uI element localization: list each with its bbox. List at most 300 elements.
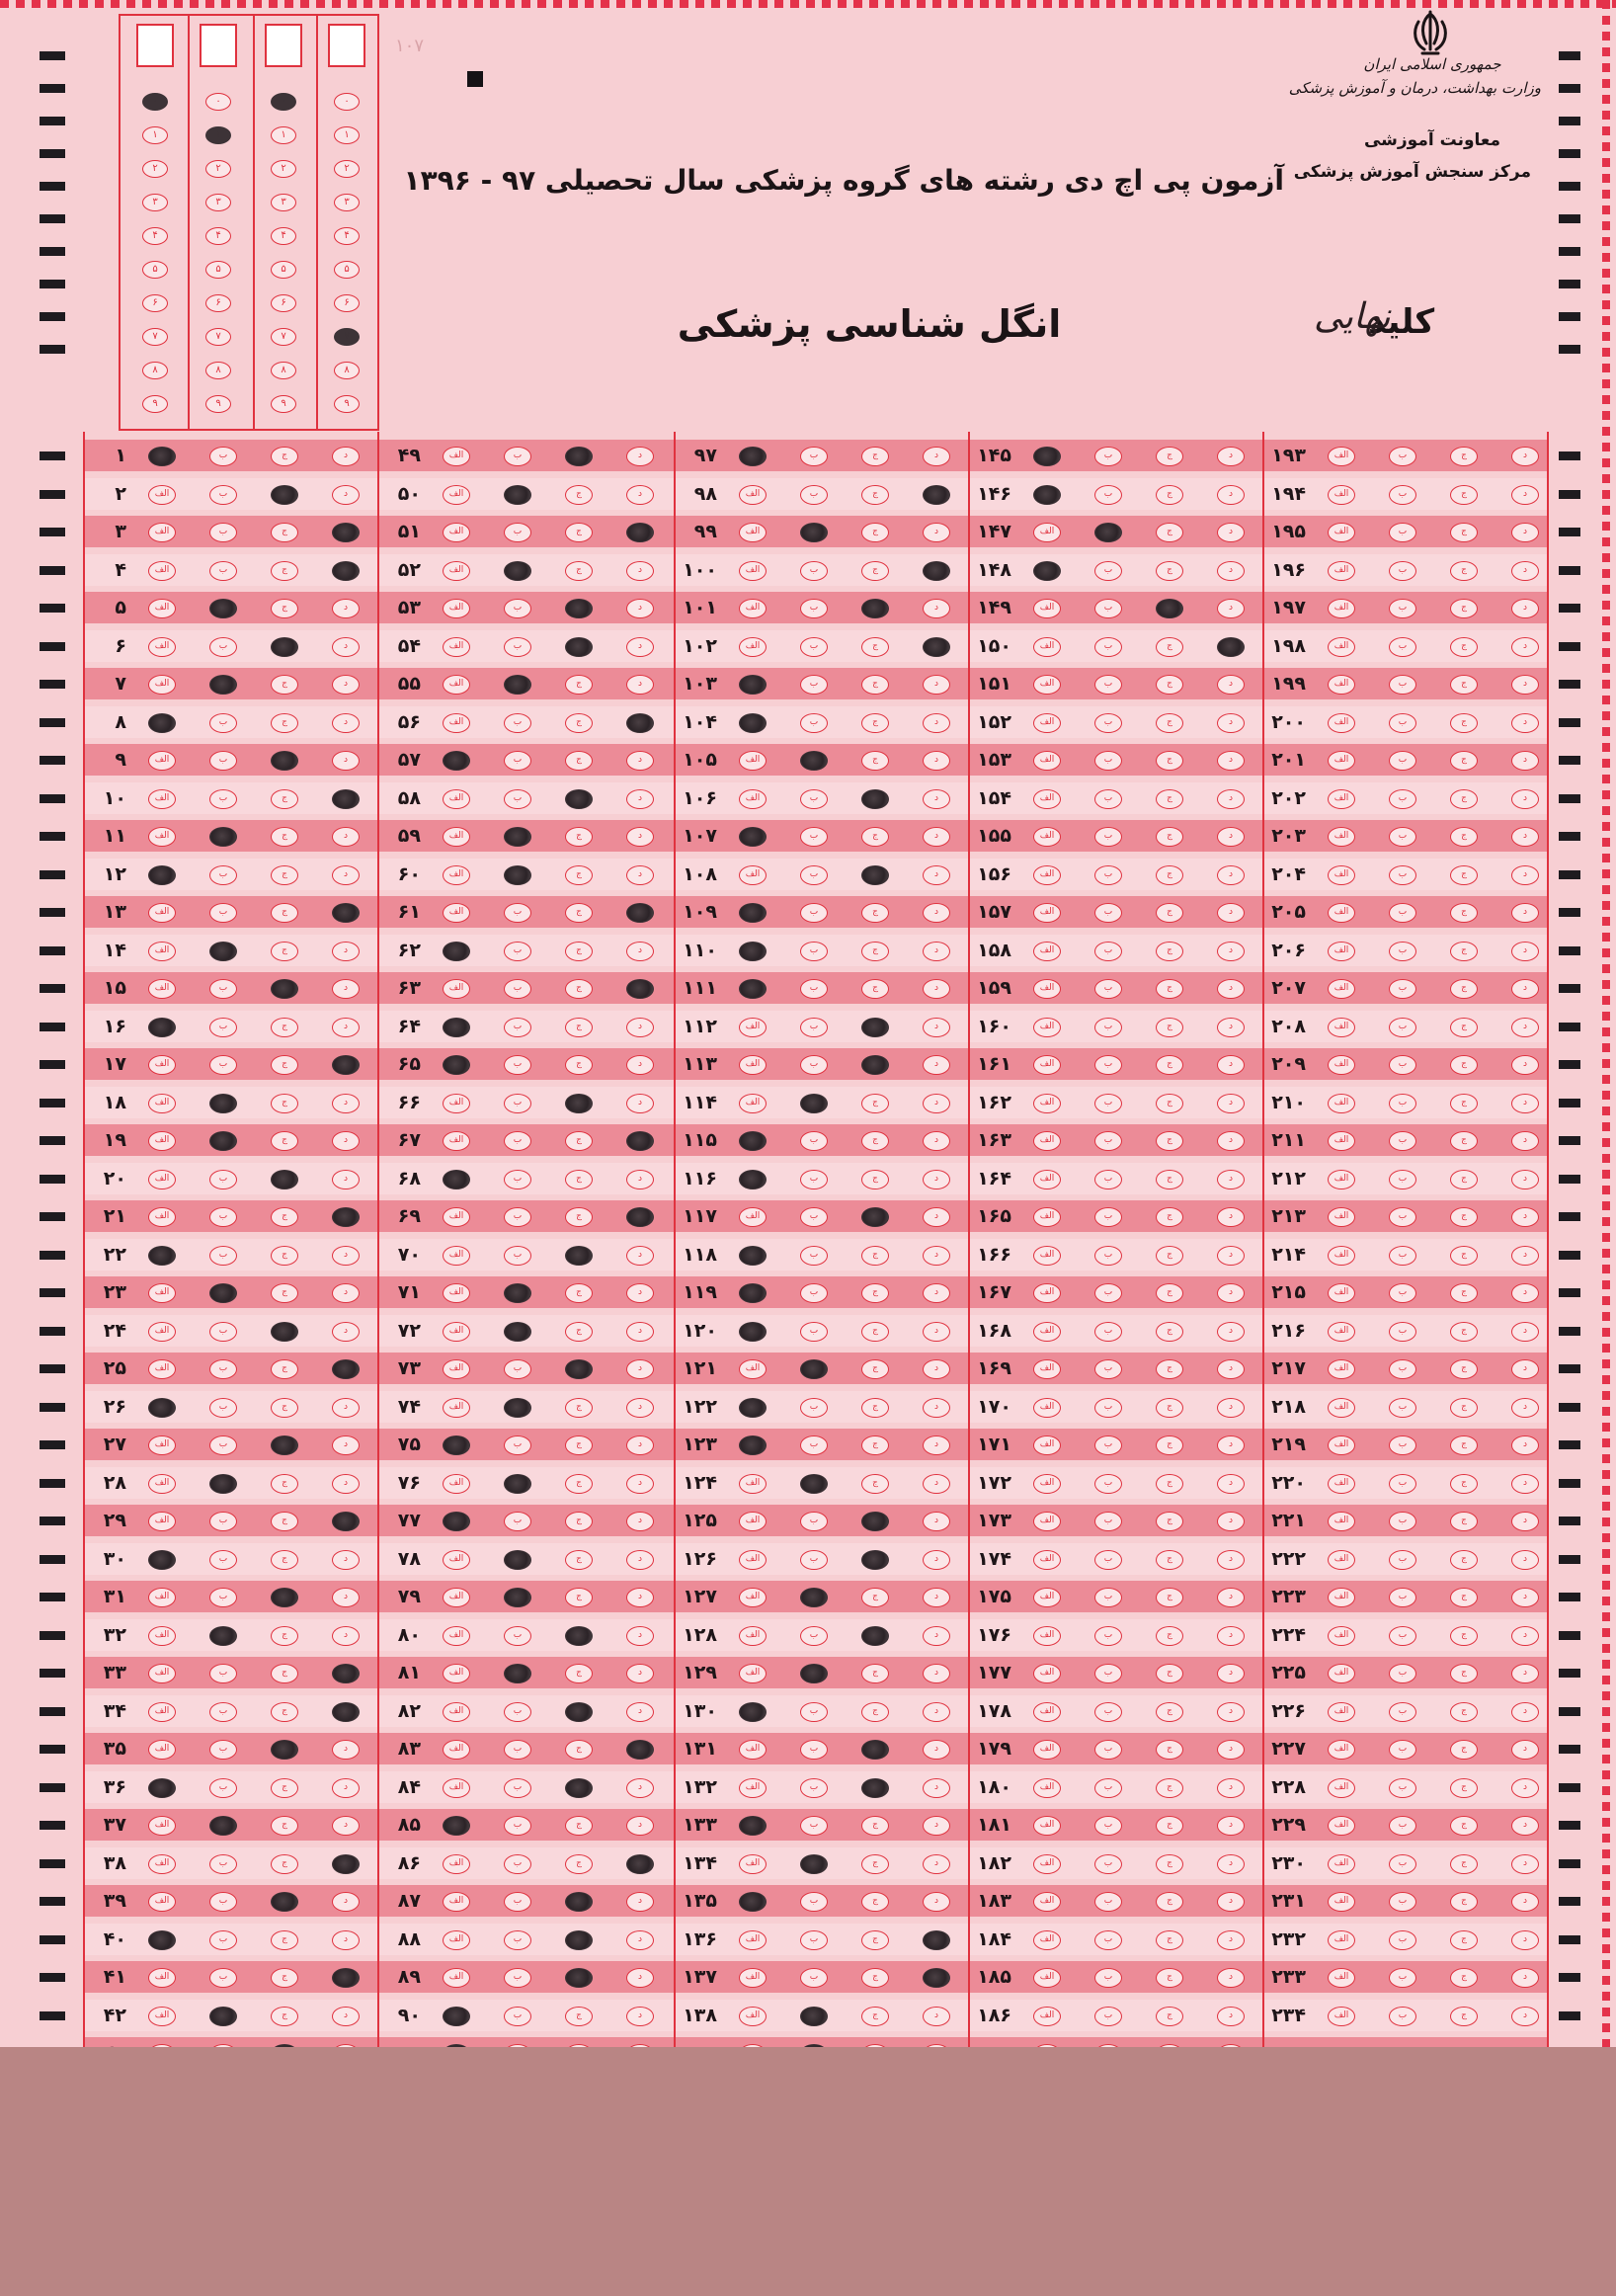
answer-bubble[interactable]: ب	[209, 1055, 237, 1075]
answer-bubble[interactable]: ج	[1156, 1207, 1183, 1227]
answer-bubble[interactable]	[739, 1322, 767, 1342]
answer-bubble[interactable]: ج	[271, 1207, 298, 1227]
answer-bubble[interactable]: ب	[1094, 1283, 1122, 1303]
answer-bubble[interactable]: د	[626, 1892, 654, 1912]
answer-bubble[interactable]: د	[1217, 789, 1245, 809]
answer-bubble[interactable]: ب	[504, 1055, 531, 1075]
answer-bubble[interactable]	[271, 637, 298, 657]
code-digit-bubble[interactable]: ۶	[205, 294, 231, 312]
answer-bubble[interactable]: ج	[1156, 1018, 1183, 1037]
answer-bubble[interactable]: ج	[1450, 1816, 1478, 1836]
answer-bubble[interactable]: ج	[1450, 1322, 1478, 1342]
answer-bubble[interactable]: ب	[1389, 1322, 1416, 1342]
answer-bubble[interactable]	[565, 447, 593, 466]
code-digit-bubble[interactable]: ۸	[334, 362, 360, 379]
answer-bubble[interactable]: د	[626, 1702, 654, 1722]
answer-bubble[interactable]: د	[1217, 1207, 1245, 1227]
answer-bubble[interactable]: د	[626, 1626, 654, 1646]
answer-bubble[interactable]: ب	[1094, 1968, 1122, 1988]
answer-bubble[interactable]: د	[923, 713, 950, 733]
answer-bubble[interactable]: الف	[148, 1664, 176, 1683]
answer-bubble[interactable]: ب	[1094, 637, 1122, 657]
answer-bubble[interactable]: الف	[148, 1626, 176, 1646]
answer-bubble[interactable]: الف	[739, 1207, 767, 1227]
answer-bubble[interactable]	[271, 751, 298, 771]
answer-bubble[interactable]	[332, 903, 360, 923]
answer-bubble[interactable]: ج	[271, 1626, 298, 1646]
answer-bubble[interactable]: ج	[271, 523, 298, 542]
answer-bubble[interactable]: الف	[1328, 789, 1355, 809]
answer-bubble[interactable]: د	[1217, 1283, 1245, 1303]
answer-bubble[interactable]	[739, 447, 767, 466]
answer-bubble[interactable]: د	[1217, 1094, 1245, 1113]
answer-bubble[interactable]: الف	[443, 1207, 470, 1227]
answer-bubble[interactable]: ب	[1389, 1435, 1416, 1455]
answer-bubble[interactable]: د	[1511, 1588, 1539, 1607]
answer-bubble[interactable]: ج	[271, 1702, 298, 1722]
answer-bubble[interactable]: الف	[1328, 447, 1355, 466]
answer-bubble[interactable]: الف	[739, 485, 767, 505]
answer-bubble[interactable]: د	[1217, 1664, 1245, 1683]
answer-bubble[interactable]: ج	[565, 561, 593, 581]
answer-bubble[interactable]: ج	[271, 599, 298, 618]
answer-bubble[interactable]: ب	[1094, 789, 1122, 809]
answer-bubble[interactable]: ج	[1156, 1740, 1183, 1760]
answer-bubble[interactable]: ب	[209, 903, 237, 923]
answer-bubble[interactable]	[739, 1816, 767, 1836]
answer-bubble[interactable]: ب	[1094, 599, 1122, 618]
answer-bubble[interactable]: د	[1511, 561, 1539, 581]
answer-bubble[interactable]: ج	[1156, 1435, 1183, 1455]
answer-bubble[interactable]	[504, 827, 531, 847]
answer-bubble[interactable]: ب	[1389, 561, 1416, 581]
answer-bubble[interactable]: ب	[1389, 1055, 1416, 1075]
answer-bubble[interactable]: د	[626, 1435, 654, 1455]
answer-bubble[interactable]: د	[1217, 1626, 1245, 1646]
answer-bubble[interactable]: الف	[1328, 1435, 1355, 1455]
answer-bubble[interactable]: ج	[1450, 1246, 1478, 1266]
answer-bubble[interactable]: ج	[1156, 523, 1183, 542]
answer-bubble[interactable]: الف	[739, 1094, 767, 1113]
answer-bubble[interactable]	[861, 1550, 889, 1570]
answer-bubble[interactable]: ب	[1094, 1588, 1122, 1607]
answer-bubble[interactable]: د	[1217, 942, 1245, 961]
answer-bubble[interactable]: ج	[1450, 599, 1478, 618]
answer-bubble[interactable]: ج	[271, 1550, 298, 1570]
answer-bubble[interactable]: الف	[739, 1018, 767, 1037]
answer-bubble[interactable]: ج	[1156, 1588, 1183, 1607]
answer-bubble[interactable]: ب	[800, 485, 828, 505]
answer-bubble[interactable]: الف	[148, 903, 176, 923]
answer-bubble[interactable]: ب	[800, 637, 828, 657]
answer-bubble[interactable]: ج	[1450, 485, 1478, 505]
answer-bubble[interactable]: الف	[1033, 1094, 1061, 1113]
answer-bubble[interactable]: ج	[1156, 561, 1183, 581]
answer-bubble[interactable]: د	[1511, 1018, 1539, 1037]
answer-bubble[interactable]: د	[626, 447, 654, 466]
answer-bubble[interactable]: ج	[1450, 1550, 1478, 1570]
answer-bubble[interactable]: ب	[1389, 447, 1416, 466]
answer-bubble[interactable]: د	[1217, 1892, 1245, 1912]
answer-bubble[interactable]	[739, 1435, 767, 1455]
answer-bubble[interactable]: ب	[504, 1359, 531, 1379]
answer-bubble[interactable]: د	[1511, 485, 1539, 505]
answer-bubble[interactable]: د	[1217, 1398, 1245, 1418]
answer-bubble[interactable]	[739, 675, 767, 695]
code-digit-bubble[interactable]: ۹	[271, 395, 296, 413]
answer-bubble[interactable]: د	[923, 942, 950, 961]
answer-bubble[interactable]: ب	[1389, 1702, 1416, 1722]
answer-bubble[interactable]: الف	[148, 1283, 176, 1303]
code-digit-bubble[interactable]: ۵	[334, 261, 360, 279]
answer-bubble[interactable]: الف	[148, 599, 176, 618]
answer-bubble[interactable]: الف	[739, 1930, 767, 1950]
answer-bubble[interactable]: د	[1511, 1283, 1539, 1303]
answer-bubble[interactable]: ج	[565, 523, 593, 542]
answer-bubble[interactable]: ب	[1094, 1702, 1122, 1722]
answer-bubble[interactable]: د	[923, 1740, 950, 1760]
answer-bubble[interactable]: ب	[504, 1626, 531, 1646]
answer-bubble[interactable]	[739, 942, 767, 961]
answer-bubble[interactable]: ج	[1156, 1359, 1183, 1379]
answer-bubble[interactable]: د	[332, 1170, 360, 1189]
answer-bubble[interactable]: د	[626, 2007, 654, 2026]
answer-bubble[interactable]: د	[1217, 485, 1245, 505]
answer-bubble[interactable]	[443, 1435, 470, 1455]
code-digit-bubble[interactable]: ۷	[205, 328, 231, 346]
answer-bubble[interactable]: ب	[1389, 1018, 1416, 1037]
answer-bubble[interactable]: الف	[1033, 827, 1061, 847]
answer-bubble[interactable]	[565, 1702, 593, 1722]
answer-bubble[interactable]: د	[626, 1588, 654, 1607]
answer-bubble[interactable]: ب	[504, 523, 531, 542]
answer-bubble[interactable]: ج	[1156, 1170, 1183, 1189]
answer-bubble[interactable]: د	[1511, 523, 1539, 542]
answer-bubble[interactable]: الف	[739, 599, 767, 618]
answer-bubble[interactable]: ج	[565, 485, 593, 505]
answer-bubble[interactable]	[271, 1435, 298, 1455]
answer-bubble[interactable]	[565, 1930, 593, 1950]
answer-bubble[interactable]	[739, 713, 767, 733]
answer-bubble[interactable]: ج	[565, 1816, 593, 1836]
answer-bubble[interactable]	[1033, 561, 1061, 581]
answer-bubble[interactable]: ج	[565, 1322, 593, 1342]
answer-bubble[interactable]: د	[626, 1018, 654, 1037]
answer-bubble[interactable]: ج	[861, 1474, 889, 1494]
answer-bubble[interactable]: الف	[1328, 979, 1355, 999]
answer-bubble[interactable]: الف	[443, 1283, 470, 1303]
answer-bubble[interactable]: ب	[504, 942, 531, 961]
code-digit-bubble[interactable]: ۷	[271, 328, 296, 346]
answer-bubble[interactable]: ب	[800, 1322, 828, 1342]
answer-bubble[interactable]: د	[1217, 1740, 1245, 1760]
answer-bubble[interactable]: الف	[443, 1702, 470, 1722]
answer-bubble[interactable]	[923, 1930, 950, 1950]
answer-bubble[interactable]: الف	[739, 1778, 767, 1798]
answer-bubble[interactable]: ج	[565, 1170, 593, 1189]
answer-bubble[interactable]: ج	[1156, 1512, 1183, 1531]
answer-bubble[interactable]: د	[332, 1094, 360, 1113]
answer-bubble[interactable]: ب	[1094, 1207, 1122, 1227]
answer-bubble[interactable]: ب	[209, 865, 237, 885]
answer-bubble[interactable]	[443, 751, 470, 771]
answer-bubble[interactable]: الف	[148, 1435, 176, 1455]
answer-bubble[interactable]: ج	[565, 979, 593, 999]
answer-bubble[interactable]: د	[332, 599, 360, 618]
answer-bubble[interactable]: د	[1511, 1398, 1539, 1418]
answer-bubble[interactable]	[739, 1892, 767, 1912]
answer-bubble[interactable]: الف	[443, 599, 470, 618]
answer-bubble[interactable]: ب	[800, 1968, 828, 1988]
answer-bubble[interactable]: د	[332, 675, 360, 695]
answer-bubble[interactable]: الف	[739, 1055, 767, 1075]
answer-bubble[interactable]: د	[1217, 1474, 1245, 1494]
answer-bubble[interactable]: الف	[1033, 789, 1061, 809]
answer-bubble[interactable]: د	[923, 1892, 950, 1912]
answer-bubble[interactable]: د	[626, 789, 654, 809]
answer-bubble[interactable]: ج	[565, 1664, 593, 1683]
answer-bubble[interactable]: د	[626, 1055, 654, 1075]
answer-bubble[interactable]	[861, 1740, 889, 1760]
answer-bubble[interactable]: ج	[271, 1018, 298, 1037]
answer-bubble[interactable]: ب	[800, 1892, 828, 1912]
answer-bubble[interactable]	[148, 1246, 176, 1266]
answer-bubble[interactable]: ب	[504, 1246, 531, 1266]
answer-bubble[interactable]	[443, 1170, 470, 1189]
answer-bubble[interactable]: ج	[1450, 1283, 1478, 1303]
answer-bubble[interactable]: ب	[209, 1854, 237, 1874]
answer-bubble[interactable]: ب	[800, 1018, 828, 1037]
answer-bubble[interactable]: ج	[861, 903, 889, 923]
answer-bubble[interactable]: ب	[1389, 1283, 1416, 1303]
answer-bubble[interactable]: الف	[148, 1512, 176, 1531]
answer-bubble[interactable]: د	[1511, 1626, 1539, 1646]
answer-bubble[interactable]: ب	[209, 789, 237, 809]
answer-bubble[interactable]: ج	[1156, 1816, 1183, 1836]
answer-bubble[interactable]: ب	[504, 447, 531, 466]
answer-bubble[interactable]: د	[1217, 713, 1245, 733]
answer-bubble[interactable]: ب	[1389, 675, 1416, 695]
answer-bubble[interactable]	[504, 1322, 531, 1342]
answer-bubble[interactable]	[800, 1664, 828, 1683]
answer-bubble[interactable]: ج	[271, 675, 298, 695]
answer-bubble[interactable]: ب	[504, 1094, 531, 1113]
answer-bubble[interactable]: د	[626, 827, 654, 847]
answer-bubble[interactable]: ب	[209, 1359, 237, 1379]
answer-bubble[interactable]	[739, 1131, 767, 1151]
answer-bubble[interactable]: ب	[504, 1131, 531, 1151]
answer-bubble[interactable]: الف	[1328, 1968, 1355, 1988]
answer-bubble[interactable]: الف	[443, 1398, 470, 1418]
answer-bubble[interactable]	[271, 1322, 298, 1342]
answer-bubble[interactable]: ب	[1094, 942, 1122, 961]
code-digit-bubble[interactable]: ۵	[205, 261, 231, 279]
answer-bubble[interactable]: الف	[148, 1968, 176, 1988]
code-digit-bubble[interactable]: ۹	[334, 395, 360, 413]
answer-bubble[interactable]: د	[923, 599, 950, 618]
answer-bubble[interactable]: د	[1511, 599, 1539, 618]
answer-bubble[interactable]: د	[1217, 903, 1245, 923]
answer-bubble[interactable]	[332, 1207, 360, 1227]
answer-bubble[interactable]: د	[1511, 1055, 1539, 1075]
answer-bubble[interactable]: ب	[209, 1892, 237, 1912]
answer-bubble[interactable]: د	[626, 1778, 654, 1798]
answer-bubble[interactable]: الف	[148, 751, 176, 771]
answer-bubble[interactable]: د	[626, 485, 654, 505]
answer-bubble[interactable]: الف	[1033, 903, 1061, 923]
answer-bubble[interactable]: د	[332, 865, 360, 885]
answer-bubble[interactable]: د	[626, 1968, 654, 1988]
answer-bubble[interactable]: ج	[861, 713, 889, 733]
code-digit-bubble[interactable]: ۷	[142, 328, 168, 346]
answer-bubble[interactable]: ج	[861, 1131, 889, 1151]
answer-bubble[interactable]: ج	[565, 1283, 593, 1303]
answer-bubble[interactable]: د	[1511, 1664, 1539, 1683]
answer-bubble[interactable]: ج	[271, 1055, 298, 1075]
answer-bubble[interactable]: ب	[800, 1702, 828, 1722]
answer-bubble[interactable]: الف	[1033, 1740, 1061, 1760]
answer-bubble[interactable]: ب	[1389, 1816, 1416, 1836]
answer-bubble[interactable]: د	[1217, 523, 1245, 542]
answer-bubble[interactable]: ب	[504, 637, 531, 657]
answer-bubble[interactable]: د	[332, 485, 360, 505]
answer-bubble[interactable]: ج	[1156, 1626, 1183, 1646]
answer-bubble[interactable]: د	[1511, 865, 1539, 885]
answer-bubble[interactable]: الف	[739, 1588, 767, 1607]
answer-bubble[interactable]: ج	[1156, 1094, 1183, 1113]
answer-bubble[interactable]: ب	[504, 1170, 531, 1189]
answer-bubble[interactable]: الف	[1328, 2007, 1355, 2026]
answer-bubble[interactable]: ب	[1094, 1055, 1122, 1075]
answer-bubble[interactable]: ج	[271, 789, 298, 809]
answer-bubble[interactable]: ب	[504, 1930, 531, 1950]
answer-bubble[interactable]: الف	[1328, 713, 1355, 733]
answer-bubble[interactable]: ج	[565, 1131, 593, 1151]
answer-bubble[interactable]	[209, 1474, 237, 1494]
answer-bubble[interactable]: د	[1511, 827, 1539, 847]
code-digit-bubble[interactable]: ۱	[142, 126, 168, 144]
answer-bubble[interactable]: الف	[1328, 1094, 1355, 1113]
answer-bubble[interactable]: الف	[148, 942, 176, 961]
code-digit-bubble[interactable]: ۵	[142, 261, 168, 279]
answer-bubble[interactable]: ب	[209, 1398, 237, 1418]
answer-bubble[interactable]: ج	[1450, 1474, 1478, 1494]
answer-bubble[interactable]	[800, 751, 828, 771]
answer-bubble[interactable]: د	[1511, 2007, 1539, 2026]
answer-bubble[interactable]: ج	[565, 1435, 593, 1455]
answer-bubble[interactable]: الف	[148, 1588, 176, 1607]
answer-bubble[interactable]	[861, 1778, 889, 1798]
answer-bubble[interactable]: د	[626, 1930, 654, 1950]
answer-bubble[interactable]	[626, 1131, 654, 1151]
answer-bubble[interactable]: د	[332, 1283, 360, 1303]
answer-bubble[interactable]: ب	[1389, 1094, 1416, 1113]
answer-bubble[interactable]: د	[332, 1018, 360, 1037]
answer-bubble[interactable]: د	[923, 789, 950, 809]
answer-bubble[interactable]: ب	[800, 1398, 828, 1418]
answer-bubble[interactable]: ج	[1156, 1892, 1183, 1912]
answer-bubble[interactable]: الف	[1328, 523, 1355, 542]
answer-bubble[interactable]: د	[1511, 637, 1539, 657]
answer-bubble[interactable]: ب	[800, 903, 828, 923]
answer-bubble[interactable]	[148, 865, 176, 885]
answer-bubble[interactable]: ب	[504, 1816, 531, 1836]
answer-bubble[interactable]: ج	[861, 2007, 889, 2026]
answer-bubble[interactable]: د	[923, 1550, 950, 1570]
answer-bubble[interactable]: ب	[209, 979, 237, 999]
answer-bubble[interactable]: الف	[1328, 1512, 1355, 1531]
answer-bubble[interactable]: ج	[565, 1398, 593, 1418]
answer-bubble[interactable]	[861, 1626, 889, 1646]
answer-bubble[interactable]	[504, 485, 531, 505]
answer-bubble[interactable]: ب	[504, 2007, 531, 2026]
answer-bubble[interactable]: د	[1217, 1588, 1245, 1607]
code-digit-bubble[interactable]: ۳	[334, 194, 360, 211]
answer-bubble[interactable]: الف	[1033, 523, 1061, 542]
answer-bubble[interactable]	[800, 1854, 828, 1874]
answer-bubble[interactable]	[626, 903, 654, 923]
answer-bubble[interactable]: ب	[504, 1435, 531, 1455]
answer-bubble[interactable]: د	[1217, 1018, 1245, 1037]
answer-bubble[interactable]: ج	[271, 2007, 298, 2026]
answer-bubble[interactable]: ج	[1156, 1968, 1183, 1988]
answer-bubble[interactable]: الف	[1033, 1626, 1061, 1646]
answer-bubble[interactable]: الف	[739, 751, 767, 771]
answer-bubble[interactable]: الف	[148, 1131, 176, 1151]
answer-bubble[interactable]: ب	[1094, 713, 1122, 733]
answer-bubble[interactable]: د	[923, 1246, 950, 1266]
answer-bubble[interactable]: ب	[800, 1550, 828, 1570]
answer-bubble[interactable]	[148, 1018, 176, 1037]
answer-bubble[interactable]: الف	[443, 523, 470, 542]
answer-bubble[interactable]	[626, 979, 654, 999]
answer-bubble[interactable]: الف	[1328, 1550, 1355, 1570]
answer-bubble[interactable]: د	[1511, 1170, 1539, 1189]
answer-bubble[interactable]: ب	[800, 1246, 828, 1266]
answer-bubble[interactable]	[504, 1664, 531, 1683]
answer-bubble[interactable]: الف	[443, 713, 470, 733]
answer-bubble[interactable]: الف	[739, 1664, 767, 1683]
answer-bubble[interactable]: ج	[861, 1702, 889, 1722]
answer-bubble[interactable]: الف	[1033, 1702, 1061, 1722]
answer-bubble[interactable]: د	[1217, 599, 1245, 618]
answer-bubble[interactable]: د	[1217, 1170, 1245, 1189]
answer-bubble[interactable]: ب	[1094, 1474, 1122, 1494]
answer-bubble[interactable]	[626, 713, 654, 733]
answer-bubble[interactable]: ج	[861, 675, 889, 695]
answer-bubble[interactable]: د	[923, 1816, 950, 1836]
answer-bubble[interactable]: ب	[1094, 1398, 1122, 1418]
answer-bubble[interactable]: د	[923, 1283, 950, 1303]
answer-bubble[interactable]: الف	[1033, 1816, 1061, 1836]
answer-bubble[interactable]: ج	[565, 751, 593, 771]
answer-bubble[interactable]: ج	[1450, 1435, 1478, 1455]
answer-bubble[interactable]: الف	[148, 1055, 176, 1075]
answer-bubble[interactable]: الف	[1033, 1170, 1061, 1189]
answer-bubble[interactable]	[861, 789, 889, 809]
answer-bubble[interactable]: ب	[800, 713, 828, 733]
answer-bubble[interactable]: د	[1511, 1740, 1539, 1760]
answer-bubble[interactable]: د	[332, 1588, 360, 1607]
answer-bubble[interactable]: الف	[443, 1778, 470, 1798]
code-digit-bubble[interactable]: ۰	[271, 93, 296, 111]
answer-bubble[interactable]: ب	[1389, 485, 1416, 505]
answer-bubble[interactable]: ج	[861, 447, 889, 466]
answer-bubble[interactable]: ج	[271, 1816, 298, 1836]
answer-bubble[interactable]: الف	[1328, 1930, 1355, 1950]
answer-bubble[interactable]: الف	[1033, 1435, 1061, 1455]
answer-bubble[interactable]: الف	[1328, 599, 1355, 618]
